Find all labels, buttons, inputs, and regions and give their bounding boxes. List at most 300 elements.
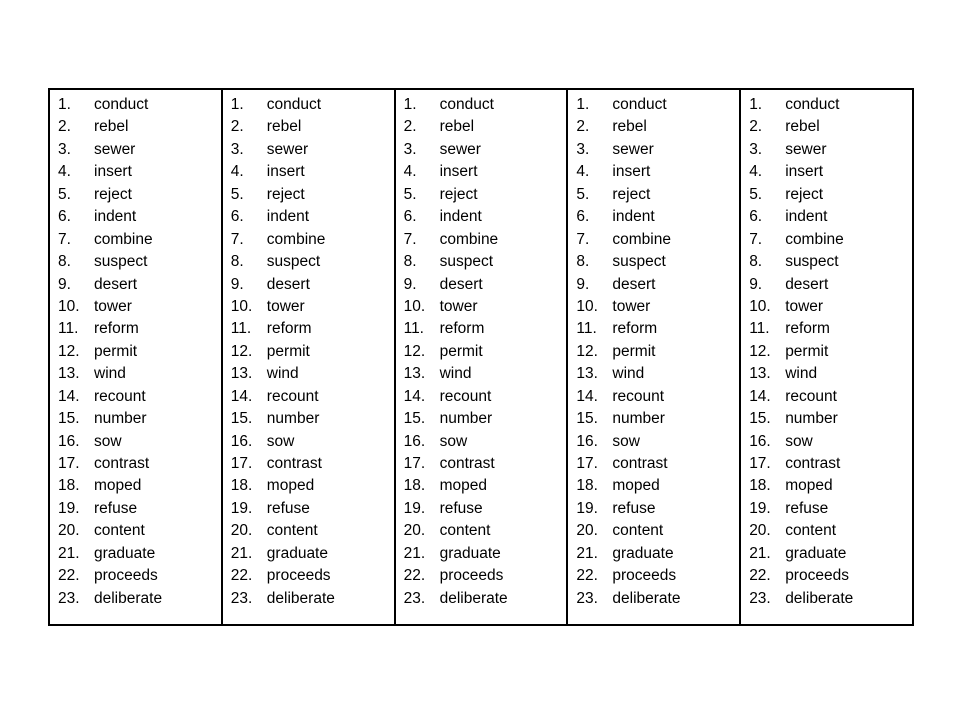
item-word: tower: [785, 297, 824, 315]
list-item: [396, 296, 567, 318]
item-word: deliberate: [439, 589, 508, 607]
list-item: [568, 184, 739, 206]
item-number: 1.: [230, 96, 244, 113]
list-item: [568, 498, 739, 520]
item-word: moped: [612, 477, 660, 495]
item-number: 11.: [403, 320, 424, 338]
item-number: 4.: [58, 163, 71, 181]
item-word: sewer: [266, 140, 309, 158]
item-word: reform: [439, 320, 485, 338]
list-item: [50, 251, 221, 273]
item-word: contrast: [94, 455, 150, 472]
item-number: 9.: [403, 275, 417, 293]
list-item: [50, 184, 221, 206]
item-number: 7.: [749, 230, 763, 248]
list-item: [396, 274, 567, 296]
item-number: 9.: [230, 275, 244, 293]
item-word: reject: [785, 185, 824, 203]
item-number: 2.: [576, 118, 590, 136]
list-item: [741, 206, 912, 228]
list-item: [223, 543, 394, 565]
item-number: 9.: [576, 275, 590, 293]
item-word: sow: [612, 432, 640, 450]
item-number: 10.: [749, 297, 771, 315]
list-item: [50, 588, 221, 610]
list-item: [741, 475, 912, 497]
item-word: moped: [785, 477, 833, 495]
item-number: 8.: [576, 253, 590, 271]
item-number: 5.: [749, 185, 763, 203]
item-word: moped: [439, 477, 487, 495]
item-number: 16.: [749, 432, 771, 450]
list-item: [50, 161, 221, 183]
list-item: [50, 565, 221, 587]
item-word: contrast: [439, 455, 495, 472]
item-word: combine: [266, 230, 326, 248]
item-word: content: [439, 522, 491, 540]
item-number: 10.: [58, 297, 80, 315]
list-item: [396, 431, 567, 453]
item-word: permit: [785, 342, 829, 360]
item-word: number: [94, 410, 147, 428]
item-number: 22.: [576, 567, 598, 585]
list-item: [568, 229, 739, 251]
list-item: [50, 498, 221, 520]
list-item: [396, 161, 567, 183]
item-number: 13.: [58, 365, 80, 383]
item-number: 18.: [749, 477, 771, 495]
item-number: 19.: [230, 499, 253, 517]
item-number: 4.: [576, 163, 590, 181]
item-number: 12.: [58, 342, 80, 360]
item-word: indent: [439, 208, 482, 226]
item-word: contrast: [266, 455, 322, 472]
item-word: combine: [94, 230, 153, 248]
list-item: [396, 94, 567, 116]
list-item: [223, 251, 394, 273]
item-number: 4.: [230, 163, 244, 181]
item-word: refuse: [266, 499, 310, 517]
item-word: sow: [266, 432, 295, 450]
list-item: [741, 229, 912, 251]
list-item: [568, 431, 739, 453]
item-word: rebel: [785, 118, 820, 136]
item-word: contrast: [612, 455, 668, 472]
item-word: sewer: [785, 140, 827, 158]
list-item: [568, 386, 739, 408]
item-word: insert: [266, 163, 305, 181]
item-word: wind: [94, 365, 126, 383]
list-item: [568, 341, 739, 363]
item-number: 7.: [230, 230, 244, 248]
list-item: [568, 453, 739, 475]
item-word: suspect: [785, 253, 839, 271]
item-word: tower: [94, 297, 132, 315]
item-word: content: [612, 522, 664, 540]
list-item: [741, 386, 912, 408]
item-word: sow: [94, 432, 122, 450]
item-number: 23.: [576, 589, 598, 607]
item-number: 14.: [749, 387, 771, 405]
list-item: [568, 318, 739, 340]
item-word: number: [612, 410, 665, 428]
item-word: combine: [785, 230, 844, 248]
item-word: suspect: [439, 253, 494, 271]
item-word: recount: [612, 387, 665, 405]
list-item: [568, 251, 739, 273]
item-number: 20.: [58, 522, 80, 540]
list-item: [223, 341, 394, 363]
item-number: 10.: [403, 297, 426, 315]
list-item: [223, 116, 394, 138]
list-item: [223, 431, 394, 453]
item-number: 18.: [230, 477, 253, 495]
item-word: recount: [266, 387, 319, 405]
word-list-table: [48, 88, 914, 626]
item-word: reform: [94, 320, 139, 338]
list-item: [50, 296, 221, 318]
list-item: [741, 184, 912, 206]
numbered-word-list: [396, 90, 567, 610]
item-word: sow: [785, 432, 813, 450]
item-word: indent: [612, 208, 655, 226]
item-word: number: [785, 410, 838, 428]
item-word: conduct: [785, 96, 840, 113]
list-item: [223, 408, 394, 430]
list-item: [50, 139, 221, 161]
item-number: 14.: [576, 387, 598, 405]
list-item: [223, 386, 394, 408]
item-number: 22.: [749, 567, 771, 585]
item-number: 13.: [576, 365, 598, 383]
item-word: insert: [612, 163, 651, 181]
item-word: reject: [612, 185, 651, 203]
item-number: 13.: [230, 365, 253, 383]
list-item: [50, 386, 221, 408]
item-word: wind: [266, 365, 299, 383]
numbered-word-list: [741, 90, 912, 610]
item-word: reject: [439, 185, 478, 203]
item-number: 23.: [749, 589, 771, 607]
item-word: tower: [439, 297, 478, 315]
item-word: combine: [439, 230, 499, 248]
item-word: insert: [439, 163, 478, 181]
item-number: 20.: [403, 522, 426, 540]
item-number: 23.: [403, 589, 426, 607]
item-number: 23.: [58, 589, 80, 607]
item-word: insert: [94, 163, 132, 181]
item-number: 14.: [58, 387, 80, 405]
list-item: [396, 543, 567, 565]
list-item: [396, 318, 567, 340]
item-number: 11.: [576, 320, 597, 338]
item-word: proceeds: [612, 567, 677, 585]
item-number: 23.: [230, 589, 253, 607]
list-item: [568, 139, 739, 161]
item-word: reform: [612, 320, 658, 338]
item-word: indent: [94, 208, 137, 226]
item-number: 10.: [576, 297, 598, 315]
list-item: [396, 341, 567, 363]
item-word: suspect: [94, 253, 148, 271]
item-number: 11.: [230, 320, 252, 338]
item-word: proceeds: [266, 567, 331, 585]
item-number: 7.: [576, 230, 590, 248]
item-number: 16.: [403, 432, 426, 450]
list-item: [396, 565, 567, 587]
item-number: 22.: [58, 567, 80, 585]
list-item: [50, 431, 221, 453]
item-word: refuse: [439, 499, 483, 517]
item-word: desert: [439, 275, 483, 293]
item-word: graduate: [612, 544, 674, 562]
item-number: 5.: [576, 185, 590, 203]
item-number: 18.: [58, 477, 80, 495]
list-item: [396, 453, 567, 475]
item-word: content: [785, 522, 837, 540]
item-word: desert: [612, 275, 656, 293]
item-number: 12.: [230, 342, 253, 360]
item-number: 11.: [58, 320, 79, 338]
list-item: [741, 341, 912, 363]
list-item: [741, 431, 912, 453]
item-word: suspect: [612, 253, 666, 271]
list-item: [568, 116, 739, 138]
item-word: tower: [612, 297, 651, 315]
item-number: 18.: [576, 477, 598, 495]
list-item: [50, 543, 221, 565]
list-item: [50, 274, 221, 296]
list-item: [50, 318, 221, 340]
item-word: deliberate: [612, 589, 681, 607]
item-number: 6.: [403, 208, 417, 226]
list-item: [223, 274, 394, 296]
list-item: [223, 453, 394, 475]
item-word: refuse: [94, 499, 138, 517]
list-item: [223, 588, 394, 610]
list-item: [223, 139, 394, 161]
item-number: 20.: [230, 522, 253, 540]
list-item: [50, 94, 221, 116]
item-number: 8.: [403, 253, 417, 271]
item-number: 1.: [58, 96, 71, 113]
list-item: [741, 588, 912, 610]
item-number: 19.: [403, 499, 426, 517]
item-word: reform: [785, 320, 830, 338]
item-word: graduate: [94, 544, 156, 562]
item-number: 8.: [749, 253, 763, 271]
list-item: [50, 475, 221, 497]
item-number: 3.: [576, 140, 590, 158]
numbered-word-list: [568, 90, 739, 610]
list-item: [396, 386, 567, 408]
list-item: [223, 363, 394, 385]
item-word: refuse: [785, 499, 829, 517]
item-word: desert: [266, 275, 310, 293]
item-word: wind: [439, 365, 472, 383]
item-number: 3.: [230, 140, 244, 158]
item-number: 12.: [749, 342, 771, 360]
item-word: sewer: [439, 140, 481, 158]
item-word: number: [266, 410, 320, 428]
list-item: [396, 520, 567, 542]
list-item: [741, 565, 912, 587]
list-item: [741, 408, 912, 430]
item-word: indent: [266, 208, 310, 226]
item-number: 17.: [58, 455, 80, 472]
item-word: conduct: [612, 96, 667, 113]
item-word: reject: [266, 185, 305, 203]
list-item: [396, 251, 567, 273]
item-number: 1.: [403, 96, 417, 113]
item-number: 15.: [230, 410, 253, 428]
item-word: sewer: [94, 140, 136, 158]
item-word: permit: [94, 342, 138, 360]
list-item: [568, 161, 739, 183]
item-number: 7.: [403, 230, 417, 248]
item-number: 22.: [230, 567, 253, 585]
item-number: 9.: [58, 275, 71, 293]
list-item: [741, 161, 912, 183]
list-item: [568, 475, 739, 497]
item-number: 13.: [749, 365, 771, 383]
word-column-5: [740, 89, 913, 625]
item-word: permit: [612, 342, 656, 360]
item-word: sewer: [612, 140, 654, 158]
item-word: permit: [439, 342, 483, 360]
item-number: 15.: [403, 410, 426, 428]
item-word: contrast: [785, 455, 841, 472]
list-item: [741, 453, 912, 475]
list-item: [568, 363, 739, 385]
item-number: 4.: [749, 163, 763, 181]
item-number: 4.: [403, 163, 417, 181]
item-number: 2.: [230, 118, 244, 136]
item-number: 6.: [58, 208, 71, 226]
item-word: indent: [785, 208, 828, 226]
item-number: 15.: [749, 410, 771, 428]
item-number: 21.: [230, 544, 253, 562]
list-item: [568, 274, 739, 296]
item-word: permit: [266, 342, 310, 360]
list-item: [741, 274, 912, 296]
list-item: [396, 498, 567, 520]
item-number: 15.: [576, 410, 598, 428]
item-number: 1.: [576, 96, 590, 113]
item-number: 1.: [749, 96, 763, 113]
list-item: [223, 318, 394, 340]
item-word: content: [94, 522, 145, 540]
list-item: [568, 520, 739, 542]
item-word: rebel: [266, 118, 302, 136]
item-number: 18.: [403, 477, 426, 495]
list-item: [568, 543, 739, 565]
list-item: [568, 408, 739, 430]
item-word: recount: [785, 387, 837, 405]
list-item: [223, 229, 394, 251]
list-item: [223, 94, 394, 116]
list-item: [741, 363, 912, 385]
item-number: 14.: [230, 387, 253, 405]
item-word: desert: [785, 275, 829, 293]
list-item: [50, 116, 221, 138]
item-number: 20.: [749, 522, 771, 540]
item-number: 5.: [230, 185, 244, 203]
item-word: desert: [94, 275, 138, 293]
list-item: [396, 475, 567, 497]
item-word: graduate: [266, 544, 328, 562]
list-item: [741, 139, 912, 161]
list-item: [50, 453, 221, 475]
list-item: [396, 408, 567, 430]
item-number: 8.: [58, 253, 71, 271]
list-item: [396, 116, 567, 138]
list-item: [568, 206, 739, 228]
item-number: 21.: [576, 544, 598, 562]
item-word: conduct: [439, 96, 494, 113]
item-number: 13.: [403, 365, 426, 383]
item-number: 19.: [58, 499, 80, 517]
item-number: 2.: [749, 118, 763, 136]
item-word: proceeds: [94, 567, 158, 585]
item-word: moped: [94, 477, 142, 495]
item-word: proceeds: [439, 567, 504, 585]
item-number: 5.: [403, 185, 417, 203]
item-number: 7.: [58, 230, 71, 248]
list-item: [50, 520, 221, 542]
item-number: 2.: [58, 118, 71, 136]
list-item: [50, 408, 221, 430]
item-number: 9.: [749, 275, 763, 293]
word-column-4: [567, 89, 740, 625]
item-number: 6.: [576, 208, 590, 226]
list-item: [396, 363, 567, 385]
item-word: reform: [266, 320, 312, 338]
list-item: [741, 251, 912, 273]
word-column-2: [222, 89, 395, 625]
item-word: graduate: [439, 544, 501, 562]
item-word: recount: [94, 387, 146, 405]
numbered-word-list: [223, 90, 394, 610]
item-word: conduct: [266, 96, 322, 113]
item-number: 20.: [576, 522, 598, 540]
list-item: [568, 565, 739, 587]
item-number: 11.: [749, 320, 770, 338]
list-item: [396, 139, 567, 161]
item-number: 3.: [58, 140, 71, 158]
item-word: rebel: [612, 118, 647, 136]
item-number: 2.: [403, 118, 417, 136]
item-number: 21.: [749, 544, 771, 562]
item-number: 8.: [230, 253, 244, 271]
item-word: content: [266, 522, 318, 540]
list-item: [396, 588, 567, 610]
item-word: deliberate: [94, 589, 163, 607]
item-word: rebel: [439, 118, 475, 136]
list-item: [568, 588, 739, 610]
item-word: graduate: [785, 544, 847, 562]
list-item: [223, 296, 394, 318]
numbered-word-list: [50, 90, 221, 610]
word-column-1: [49, 89, 222, 625]
list-item: [50, 363, 221, 385]
item-word: number: [439, 410, 493, 428]
item-word: suspect: [266, 253, 321, 271]
list-item: [50, 206, 221, 228]
list-item: [741, 94, 912, 116]
item-number: 12.: [576, 342, 598, 360]
list-item: [223, 565, 394, 587]
